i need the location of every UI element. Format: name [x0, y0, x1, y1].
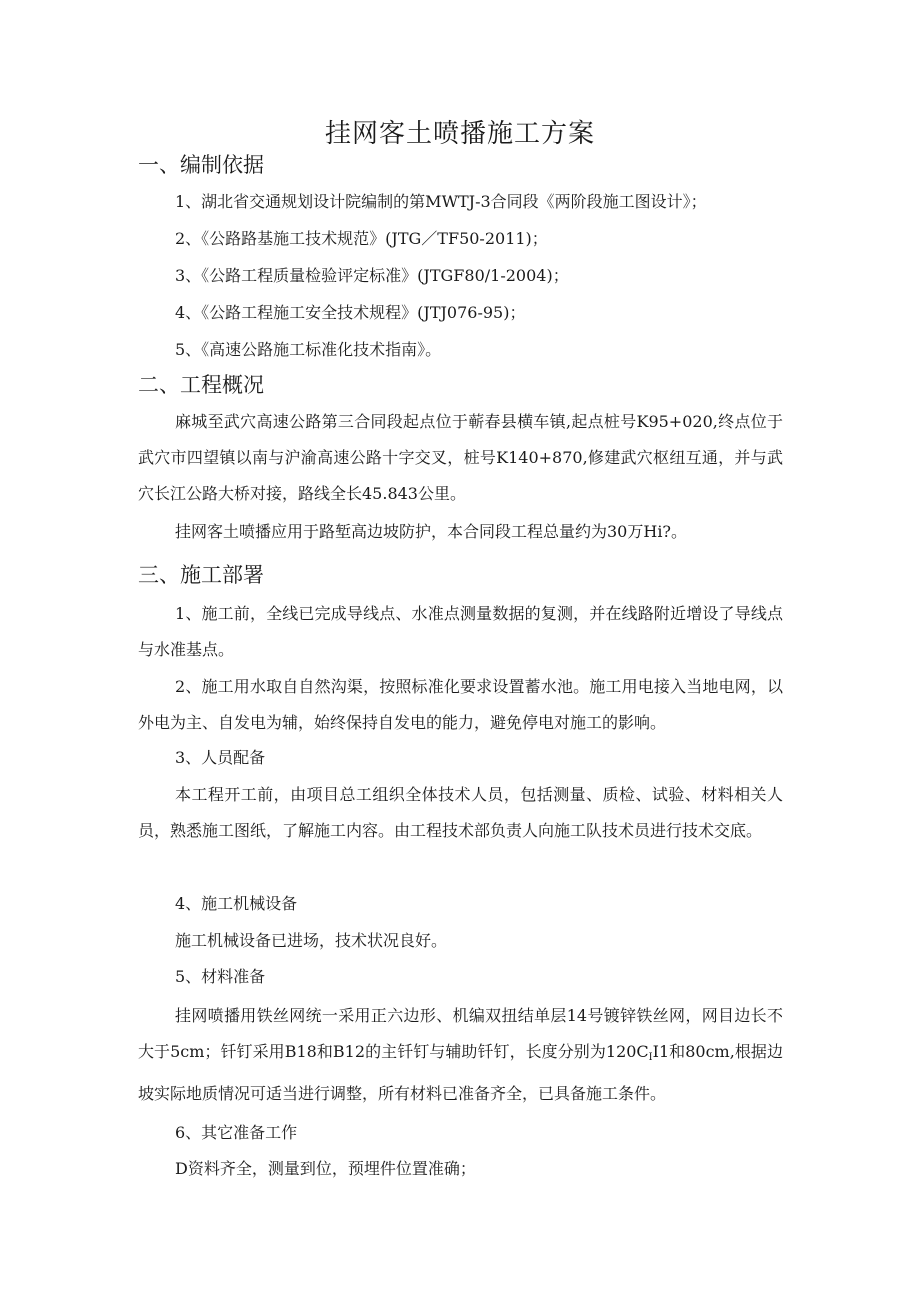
basis-item-5: 5、《高速公路施工标准化技术指南》。	[175, 340, 442, 359]
section-heading-basis: 一、编制依据	[138, 153, 264, 177]
materials-text-part-a: 挂网喷播用铁丝网统一采用正六边形、机编双扭结单层14号镀锌铁丝网，网目边长不大于5cm；钎钉采用B18和B12的主钎钉与辅助钎钉，长度分别为120C	[138, 1006, 783, 1061]
basis-item-4: 4、《公路工程施工安全技术规程》(JTJ076-95)；	[175, 303, 526, 322]
other-prep-text: D资料齐全，测量到位，预埋件位置准确；	[175, 1159, 476, 1178]
materials-text-part-b: I1和80cm,根据边坡实际地质情况可适当进行调整，所有材料已准备齐全，已具备施工条件。	[138, 1042, 783, 1103]
deployment-water-power-paragraph: 2、施工用水取自自然沟渠，按照标准化要求设置蓄水池。施工用电接入当地电网，以外电为主、自发电为辅，始终保持自发电的能力，避免停电对施工的影响。	[138, 677, 783, 732]
overview-paragraph: 麻城至武穴高速公路第三合同段起点位于蕲春县横车镇,起点桩号K95+020,终点位于武穴市四望镇以南与沪渝高速公路十字交叉，桩号K140+870,修建武穴枢纽互通，并与武穴长江公路大桥对接，路线全长45.843公里。	[138, 412, 783, 503]
machinery-title: 4、施工机械设备	[175, 894, 298, 913]
document-title: 挂网客土喷播施工方案	[324, 119, 595, 149]
materials-subscript: I	[648, 1052, 653, 1063]
materials-title: 5、材料准备	[175, 967, 266, 986]
section-heading-deployment: 三、施工部署	[138, 563, 264, 587]
other-prep-title: 6、其它准备工作	[175, 1123, 298, 1142]
staffing-title: 3、人员配备	[175, 748, 266, 767]
deployment-survey-paragraph: 1、施工前，全线已完成导线点、水准点测量数据的复测，并在线路附近增设了导线点与水准基点。	[138, 604, 783, 659]
materials-paragraph	[138, 998, 783, 1112]
basis-item-3: 3、《公路工程质量检验评定标准》(JTGF80/1-2004)；	[175, 266, 569, 285]
overview-quantity-paragraph: 挂网客土喷播应用于路堑高边坡防护，本合同段工程总量约为30万Hi?。	[175, 522, 688, 541]
section-heading-overview: 二、工程概况	[138, 373, 264, 397]
machinery-text: 施工机械设备已进场，技术状况良好。	[175, 931, 448, 950]
basis-item-1: 1、湖北省交通规划设计院编制的第MWTJ-3合同段《两阶段施工图设计》；	[175, 192, 707, 211]
basis-item-2: 2、《公路路基施工技术规范》(JTG／TF50-2011)；	[175, 229, 548, 248]
staffing-paragraph: 本工程开工前，由项目总工组织全体技术人员，包括测量、质检、试验、材料相关人员，熟悉施工图纸，了解施工内容。由工程技术部负责人向施工队技术员进行技术交底。	[138, 785, 783, 840]
